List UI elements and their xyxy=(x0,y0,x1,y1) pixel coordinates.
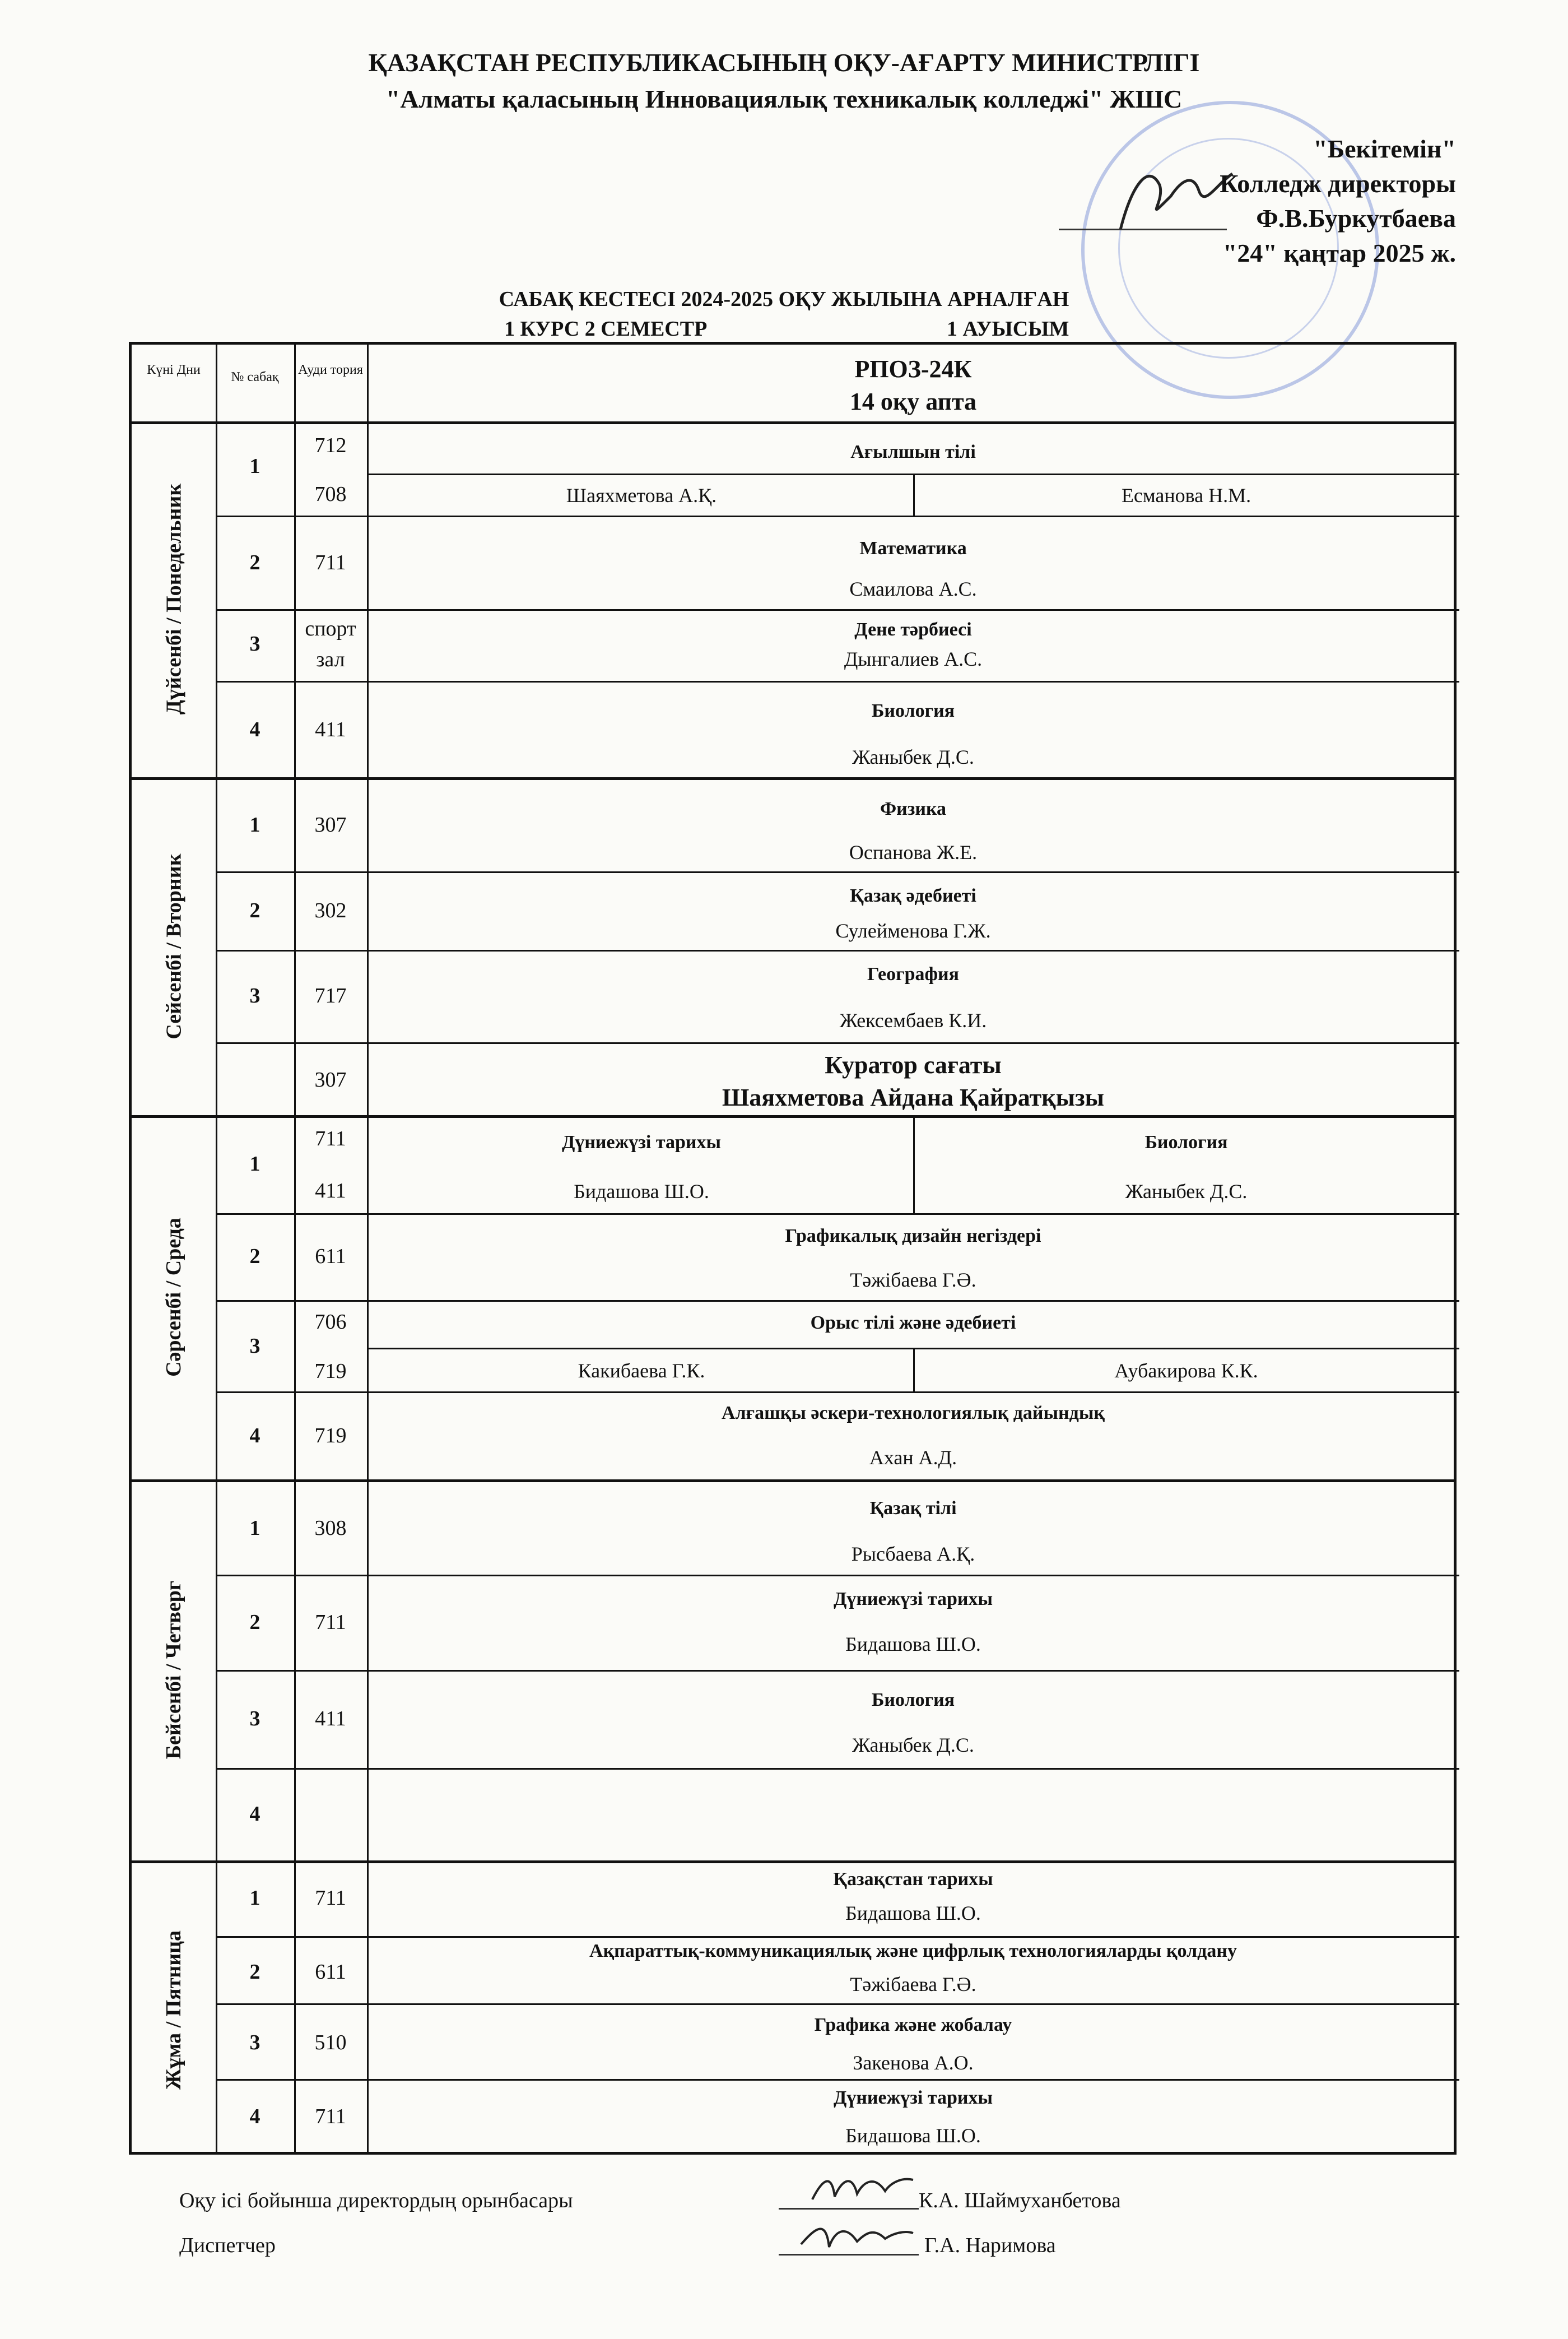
tue-l3-subject: География xyxy=(867,964,959,985)
day-tuesday: Сейсенбі / Вторник xyxy=(162,853,186,1039)
col-num-header: № сабақ xyxy=(231,370,279,384)
wed-l2-num: 2 xyxy=(249,1245,260,1268)
thu-l2-num: 2 xyxy=(249,1611,260,1634)
mon-l3-teacher: Дынгалиев А.С. xyxy=(844,648,983,670)
approval-block xyxy=(1220,132,1456,271)
wed-l3-num: 3 xyxy=(249,1334,260,1358)
wed-l1-teacher2: Жаныбек Д.С. xyxy=(1125,1180,1248,1203)
fri-l3-num: 3 xyxy=(249,2031,260,2054)
mon-l3-subject: Дене тәрбиесі xyxy=(854,619,972,640)
mon-l2-num: 2 xyxy=(249,551,260,574)
fri-l4-num: 4 xyxy=(249,2105,260,2128)
thu-l4-num: 4 xyxy=(249,1802,260,1826)
fri-l3-teacher: Закенова А.О. xyxy=(853,2052,974,2074)
thu-l1-room: 308 xyxy=(314,1516,347,1540)
mon-l2-subject: Математика xyxy=(859,538,967,559)
schedule-shift: 1 АУЫСЫМ xyxy=(947,317,1069,341)
tue-l3-num: 3 xyxy=(249,984,260,1008)
mon-l1-room2: 708 xyxy=(314,482,347,506)
approval-line3: Ф.В.Буркутбаева xyxy=(1256,204,1456,233)
fri-l4-room: 711 xyxy=(315,2105,346,2128)
mon-l4-num: 4 xyxy=(249,718,260,741)
tue-curator-room: 307 xyxy=(314,1068,347,1092)
tue-l1-room: 307 xyxy=(314,813,347,837)
fri-l2-room: 611 xyxy=(315,1960,346,1984)
tue-l1-teacher: Оспанова Ж.Е. xyxy=(849,841,978,864)
thu-l1-num: 1 xyxy=(249,1516,260,1540)
schedule-course: 1 КУРС 2 СЕМЕСТР xyxy=(504,317,708,341)
wed-l1-subject1: Дүниежүзі тарихы xyxy=(561,1132,722,1153)
mon-l4-subject: Биология xyxy=(871,700,955,721)
tue-l2-subject: Қазақ әдебиеті xyxy=(850,885,976,906)
wed-l4-num: 4 xyxy=(249,1424,260,1447)
tue-l3-room: 717 xyxy=(314,984,347,1008)
mon-l2-room: 711 xyxy=(315,551,346,574)
wed-l2-subject: Графикалық дизайн негіздері xyxy=(785,1226,1041,1246)
fri-l3-room: 510 xyxy=(314,2031,347,2054)
tue-l2-teacher: Сулейменова Г.Ж. xyxy=(835,920,991,942)
schedule-title: САБАҚ КЕСТЕСІ 2024-2025 ОҚУ ЖЫЛЫНА АРНАЛҒАН xyxy=(499,287,1069,311)
mon-l4-room: 411 xyxy=(315,718,346,741)
wed-l2-room: 611 xyxy=(315,1245,346,1268)
wed-l1-room1: 711 xyxy=(315,1127,346,1150)
approval-line1: "Бекітемін" xyxy=(1313,134,1456,163)
day-friday: Жұма / Пятница xyxy=(162,1930,185,2090)
day-monday: Дүйсенбі / Понедельник xyxy=(162,483,186,715)
wed-l3-teacher2: Аубакирова К.К. xyxy=(1114,1359,1258,1382)
week-label: 14 оқу апта xyxy=(849,388,977,415)
tue-l1-num: 1 xyxy=(249,813,260,837)
thu-l3-room: 411 xyxy=(315,1707,346,1730)
thu-l2-room: 711 xyxy=(315,1611,346,1634)
fri-l1-num: 1 xyxy=(249,1886,260,1910)
wed-l3-room2: 719 xyxy=(314,1359,347,1383)
thu-l3-subject: Биология xyxy=(871,1690,955,1710)
fri-l1-room: 711 xyxy=(315,1886,346,1910)
thu-l2-subject: Дүниежүзі тарихы xyxy=(833,1589,993,1609)
wed-l4-room: 719 xyxy=(314,1424,347,1447)
ministry-title: ҚАЗАҚСТАН РЕСПУБЛИКАСЫНЫҢ ОҚУ-АҒАРТУ МИНИСТРЛІГІ xyxy=(368,48,1200,77)
fri-l4-subject: Дүниежүзі тарихы xyxy=(833,2087,993,2108)
wed-l1-teacher1: Бидашова Ш.О. xyxy=(574,1180,709,1203)
dispatcher-role: Диспетчер xyxy=(179,2234,276,2257)
wed-l4-teacher: Ахан А.Д. xyxy=(869,1446,957,1469)
mon-l3-num: 3 xyxy=(249,632,260,656)
mon-l4-teacher: Жаныбек Д.С. xyxy=(852,746,974,768)
thu-l2-teacher: Бидашова Ш.О. xyxy=(845,1633,981,1655)
deputy-signature xyxy=(807,2166,919,2211)
day-thursday: Бейсенбі / Четверг xyxy=(162,1580,185,1760)
wed-l1-room2: 411 xyxy=(315,1179,346,1203)
tue-curator-title: Куратор сағаты xyxy=(825,1051,1002,1079)
tue-l1-subject: Физика xyxy=(880,799,947,819)
mon-l3-room2: зал xyxy=(316,648,345,671)
tue-l2-num: 2 xyxy=(249,899,260,922)
wed-l1-subject2: Биология xyxy=(1144,1132,1228,1153)
approval-line4: "24" қаңтар 2025 ж. xyxy=(1222,239,1456,267)
wed-l1-num: 1 xyxy=(249,1152,260,1176)
deputy-name: К.А. Шаймуханбетова xyxy=(919,2189,1121,2212)
tue-l3-teacher: Жексембаев К.И. xyxy=(839,1009,987,1032)
fri-l1-teacher: Бидашова Ш.О. xyxy=(845,1902,981,1924)
thu-l3-teacher: Жаныбек Д.С. xyxy=(852,1734,974,1756)
dispatcher-signature xyxy=(795,2213,919,2258)
wed-l3-teacher1: Какибаева Г.К. xyxy=(578,1359,705,1382)
mon-l3-room1: спорт xyxy=(305,617,356,641)
thu-l3-num: 3 xyxy=(249,1707,260,1730)
wed-l3-subject: Орыс тілі және әдебиеті xyxy=(810,1312,1016,1333)
tue-curator-name: Шаяхметова Айдана Қайратқызы xyxy=(722,1084,1104,1111)
fri-l3-subject: Графика және жобалау xyxy=(814,2015,1012,2035)
schedule-table xyxy=(129,342,1457,2155)
college-title: "Алматы қаласының Инновациялық техникалық колледжі" ЖШС xyxy=(385,85,1183,113)
fri-l1-subject: Қазақстан тарихы xyxy=(833,1869,993,1890)
thu-l1-subject: Қазақ тілі xyxy=(869,1498,957,1519)
mon-l1-num: 1 xyxy=(249,454,260,478)
col-day-header: Күні Дни xyxy=(147,363,201,377)
fri-l2-num: 2 xyxy=(249,1960,260,1984)
mon-l1-teacher1: Шаяхметова А.Қ. xyxy=(566,484,717,507)
wed-l3-room1: 706 xyxy=(314,1310,347,1334)
wed-l2-teacher: Тәжібаева Г.Ә. xyxy=(850,1269,976,1291)
mon-l1-room1: 712 xyxy=(314,434,347,457)
tue-l2-room: 302 xyxy=(314,899,347,922)
fri-l2-subject: Ақпараттық-коммуникациялық және цифрлық технологияларды қолдану xyxy=(589,1941,1237,1961)
group-name: РПОЗ-24К xyxy=(854,355,972,383)
approval-line2: Колледж директоры xyxy=(1220,169,1456,198)
dispatcher-name: Г.А. Наримова xyxy=(924,2234,1056,2257)
day-wednesday: Сәрсенбі / Среда xyxy=(162,1218,185,1377)
fri-l4-teacher: Бидашова Ш.О. xyxy=(845,2124,981,2147)
deputy-role: Оқу ісі бойынша директордың орынбасары xyxy=(179,2189,573,2212)
wed-l4-subject: Алғашқы әскери-технологиялық дайындық xyxy=(722,1403,1105,1423)
mon-l1-subject: Ағылшын тілі xyxy=(850,442,976,462)
mon-l2-teacher: Смаилова А.С. xyxy=(849,578,977,600)
mon-l1-teacher2: Есманова Н.М. xyxy=(1121,484,1251,507)
col-room-header: Ауди тория xyxy=(298,363,363,377)
fri-l2-teacher: Тәжібаева Г.Ә. xyxy=(850,1973,976,1995)
thu-l1-teacher: Рысбаева А.Қ. xyxy=(851,1543,975,1565)
